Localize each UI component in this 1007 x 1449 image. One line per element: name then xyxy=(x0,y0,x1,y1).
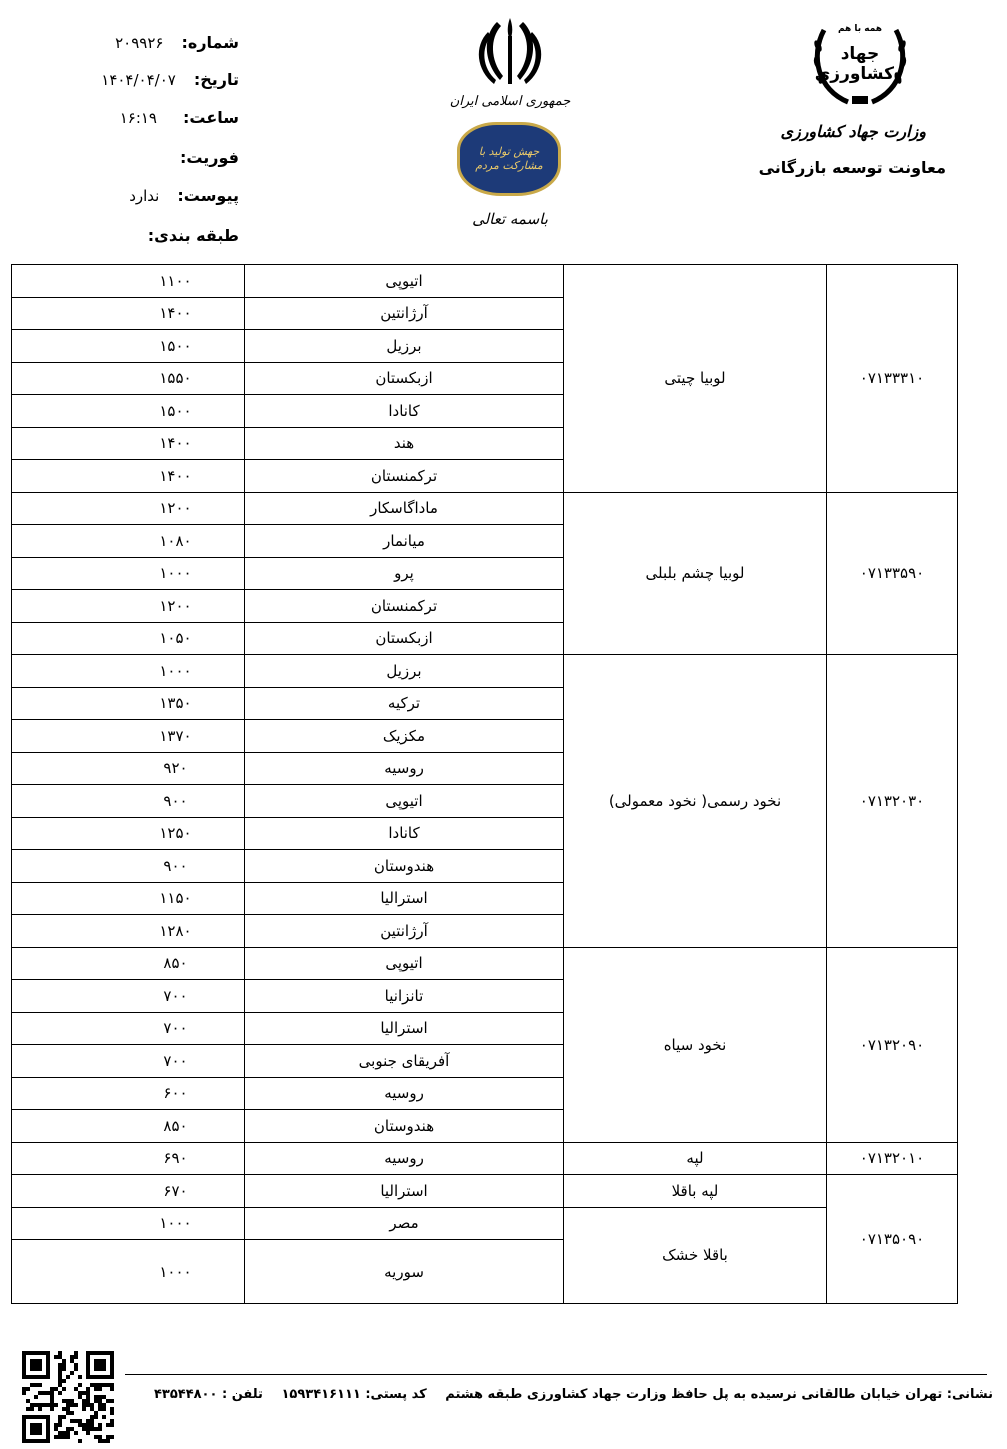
letter-time: ساعت:۱۶:۱۹ xyxy=(119,108,239,127)
price-cell: ۹۰۰ xyxy=(12,785,245,818)
price-cell: ۸۵۰ xyxy=(12,947,245,980)
product-name-cell: نخود سیاه xyxy=(564,947,827,1142)
price-cell: ۱۲۰۰ xyxy=(12,492,245,525)
tariff-code-cell: ۰۷۱۳۳۳۱۰ xyxy=(827,265,958,493)
country-cell: آرژانتین xyxy=(245,297,564,330)
country-cell: اتیوپی xyxy=(245,785,564,818)
slogan-badge-text: جهش تولید با مشارکت مردم xyxy=(475,145,543,172)
country-cell: پرو xyxy=(245,557,564,590)
country-cell: آفریقای جنوبی xyxy=(245,1045,564,1078)
country-cell: روسیه xyxy=(245,1077,564,1110)
table-row xyxy=(12,492,958,525)
country-cell: ازبکستان xyxy=(245,622,564,655)
price-cell: ۶۹۰ xyxy=(12,1142,245,1175)
country-cell: ترکمنستان xyxy=(245,460,564,493)
product-name-cell: لپه باقلا xyxy=(564,1175,827,1208)
product-name-cell: نخود رسمی( نخود معمولی) xyxy=(564,655,827,948)
letter-classification: طبقه بندی: xyxy=(147,226,239,245)
price-table xyxy=(11,264,958,1304)
price-cell: ۱۳۷۰ xyxy=(12,720,245,753)
country-cell: تانزانیا xyxy=(245,980,564,1013)
country-cell: اتیوپی xyxy=(245,947,564,980)
table-row xyxy=(12,947,958,980)
price-cell: ۱۰۸۰ xyxy=(12,525,245,558)
country-cell: ماداگاسکار xyxy=(245,492,564,525)
table-row xyxy=(12,655,958,688)
tariff-code-cell: ۰۷۱۳۲۰۳۰ xyxy=(827,655,958,948)
letter-urgency: فوریت: xyxy=(179,148,239,167)
price-cell: ۱۴۰۰ xyxy=(12,297,245,330)
country-cell: هند xyxy=(245,427,564,460)
price-cell: ۱۲۸۰ xyxy=(12,915,245,948)
ministry-logo-top-text: همه با هم xyxy=(837,24,883,34)
letter-number: شماره:۲۰۹۹۲۶ xyxy=(115,33,239,52)
ministry-logo-text: جهاد کشاورزی xyxy=(814,44,894,84)
price-cell: ۱۰۰۰ xyxy=(12,655,245,688)
price-cell: ۶۷۰ xyxy=(12,1175,245,1208)
price-cell: ۸۵۰ xyxy=(12,1110,245,1143)
price-cell: ۱۱۰۰ xyxy=(12,265,245,298)
ministry-name: وزارت جهاد کشاورزی xyxy=(780,122,926,141)
slogan-badge xyxy=(457,122,561,196)
tariff-code-cell: ۰۷۱۳۲۰۹۰ xyxy=(827,947,958,1142)
country-cell: اتیوپی xyxy=(245,265,564,298)
country-cell: ازبکستان xyxy=(245,362,564,395)
product-name-cell: لوبیا چشم بلبلی xyxy=(564,492,827,655)
price-cell: ۷۰۰ xyxy=(12,1045,245,1078)
tariff-code-cell: ۰۷۱۳۳۵۹۰ xyxy=(827,492,958,655)
ministry-logo xyxy=(808,10,912,110)
price-cell: ۱۵۵۰ xyxy=(12,362,245,395)
country-cell: سوریه xyxy=(245,1240,564,1304)
tariff-code-cell: ۰۷۱۳۲۰۱۰ xyxy=(827,1142,958,1175)
footer-postal-code: کد پستی: ۱۵۹۳۴۱۶۱۱۱ xyxy=(281,1387,427,1402)
country-cell: روسیه xyxy=(245,1142,564,1175)
republic-title: جمهوری اسلامی ایران xyxy=(449,94,571,109)
price-cell: ۶۰۰ xyxy=(12,1077,245,1110)
price-cell: ۷۰۰ xyxy=(12,1012,245,1045)
country-cell: برزیل xyxy=(245,655,564,688)
price-cell: ۱۰۰۰ xyxy=(12,1240,245,1304)
country-cell: هندوستان xyxy=(245,1110,564,1143)
country-cell: میانمار xyxy=(245,525,564,558)
footer-divider xyxy=(125,1374,987,1375)
country-cell: ترکیه xyxy=(245,687,564,720)
price-cell: ۱۲۵۰ xyxy=(12,817,245,850)
product-name-cell: لپه xyxy=(564,1142,827,1175)
qr-code xyxy=(22,1351,114,1443)
letter-date: تاریخ:۱۴۰۴/۰۴/۰۷ xyxy=(101,70,239,89)
country-cell: کانادا xyxy=(245,395,564,428)
table-row xyxy=(12,1142,958,1175)
country-cell: مکزیک xyxy=(245,720,564,753)
iran-emblem-icon xyxy=(470,14,550,90)
table-row xyxy=(12,1207,958,1240)
table-row xyxy=(12,1175,958,1208)
country-cell: ترکمنستان xyxy=(245,590,564,623)
footer-address: نشانی: تهران خیابان طالقانی نرسیده به پل حافظ وزارت جهاد کشاورزی طبقه هشتم xyxy=(445,1387,993,1402)
country-cell: هندوستان xyxy=(245,850,564,883)
country-cell: روسیه xyxy=(245,752,564,785)
price-cell: ۱۵۰۰ xyxy=(12,330,245,363)
price-cell: ۱۵۰۰ xyxy=(12,395,245,428)
price-cell: ۷۰۰ xyxy=(12,980,245,1013)
basmala-text: باسمه تعالی xyxy=(472,210,548,228)
price-cell: ۱۴۰۰ xyxy=(12,427,245,460)
country-cell: مصر xyxy=(245,1207,564,1240)
footer-contact xyxy=(140,1387,993,1402)
letter-attachment: پیوست:ندارد xyxy=(129,186,239,205)
country-cell: آرژانتین xyxy=(245,915,564,948)
country-cell: استرالیا xyxy=(245,1175,564,1208)
price-cell: ۱۳۵۰ xyxy=(12,687,245,720)
price-cell: ۹۰۰ xyxy=(12,850,245,883)
country-cell: استرالیا xyxy=(245,1012,564,1045)
country-cell: برزیل xyxy=(245,330,564,363)
country-cell: استرالیا xyxy=(245,882,564,915)
price-cell: ۱۰۰۰ xyxy=(12,557,245,590)
price-cell: ۱۱۵۰ xyxy=(12,882,245,915)
deputy-name: معاونت توسعه بازرگانی xyxy=(758,158,946,177)
price-cell: ۱۲۰۰ xyxy=(12,590,245,623)
price-cell: ۱۴۰۰ xyxy=(12,460,245,493)
footer-phone: تلفن : ۴۳۵۴۴۸۰۰ xyxy=(153,1387,263,1402)
product-name-cell: باقلا خشک xyxy=(564,1207,827,1304)
price-cell: ۱۰۰۰ xyxy=(12,1207,245,1240)
country-cell: کانادا xyxy=(245,817,564,850)
tariff-code-cell: ۰۷۱۳۵۰۹۰ xyxy=(827,1175,958,1304)
price-cell: ۹۲۰ xyxy=(12,752,245,785)
price-cell: ۱۰۵۰ xyxy=(12,622,245,655)
table-row xyxy=(12,265,958,298)
product-name-cell: لوبیا چیتی xyxy=(564,265,827,493)
